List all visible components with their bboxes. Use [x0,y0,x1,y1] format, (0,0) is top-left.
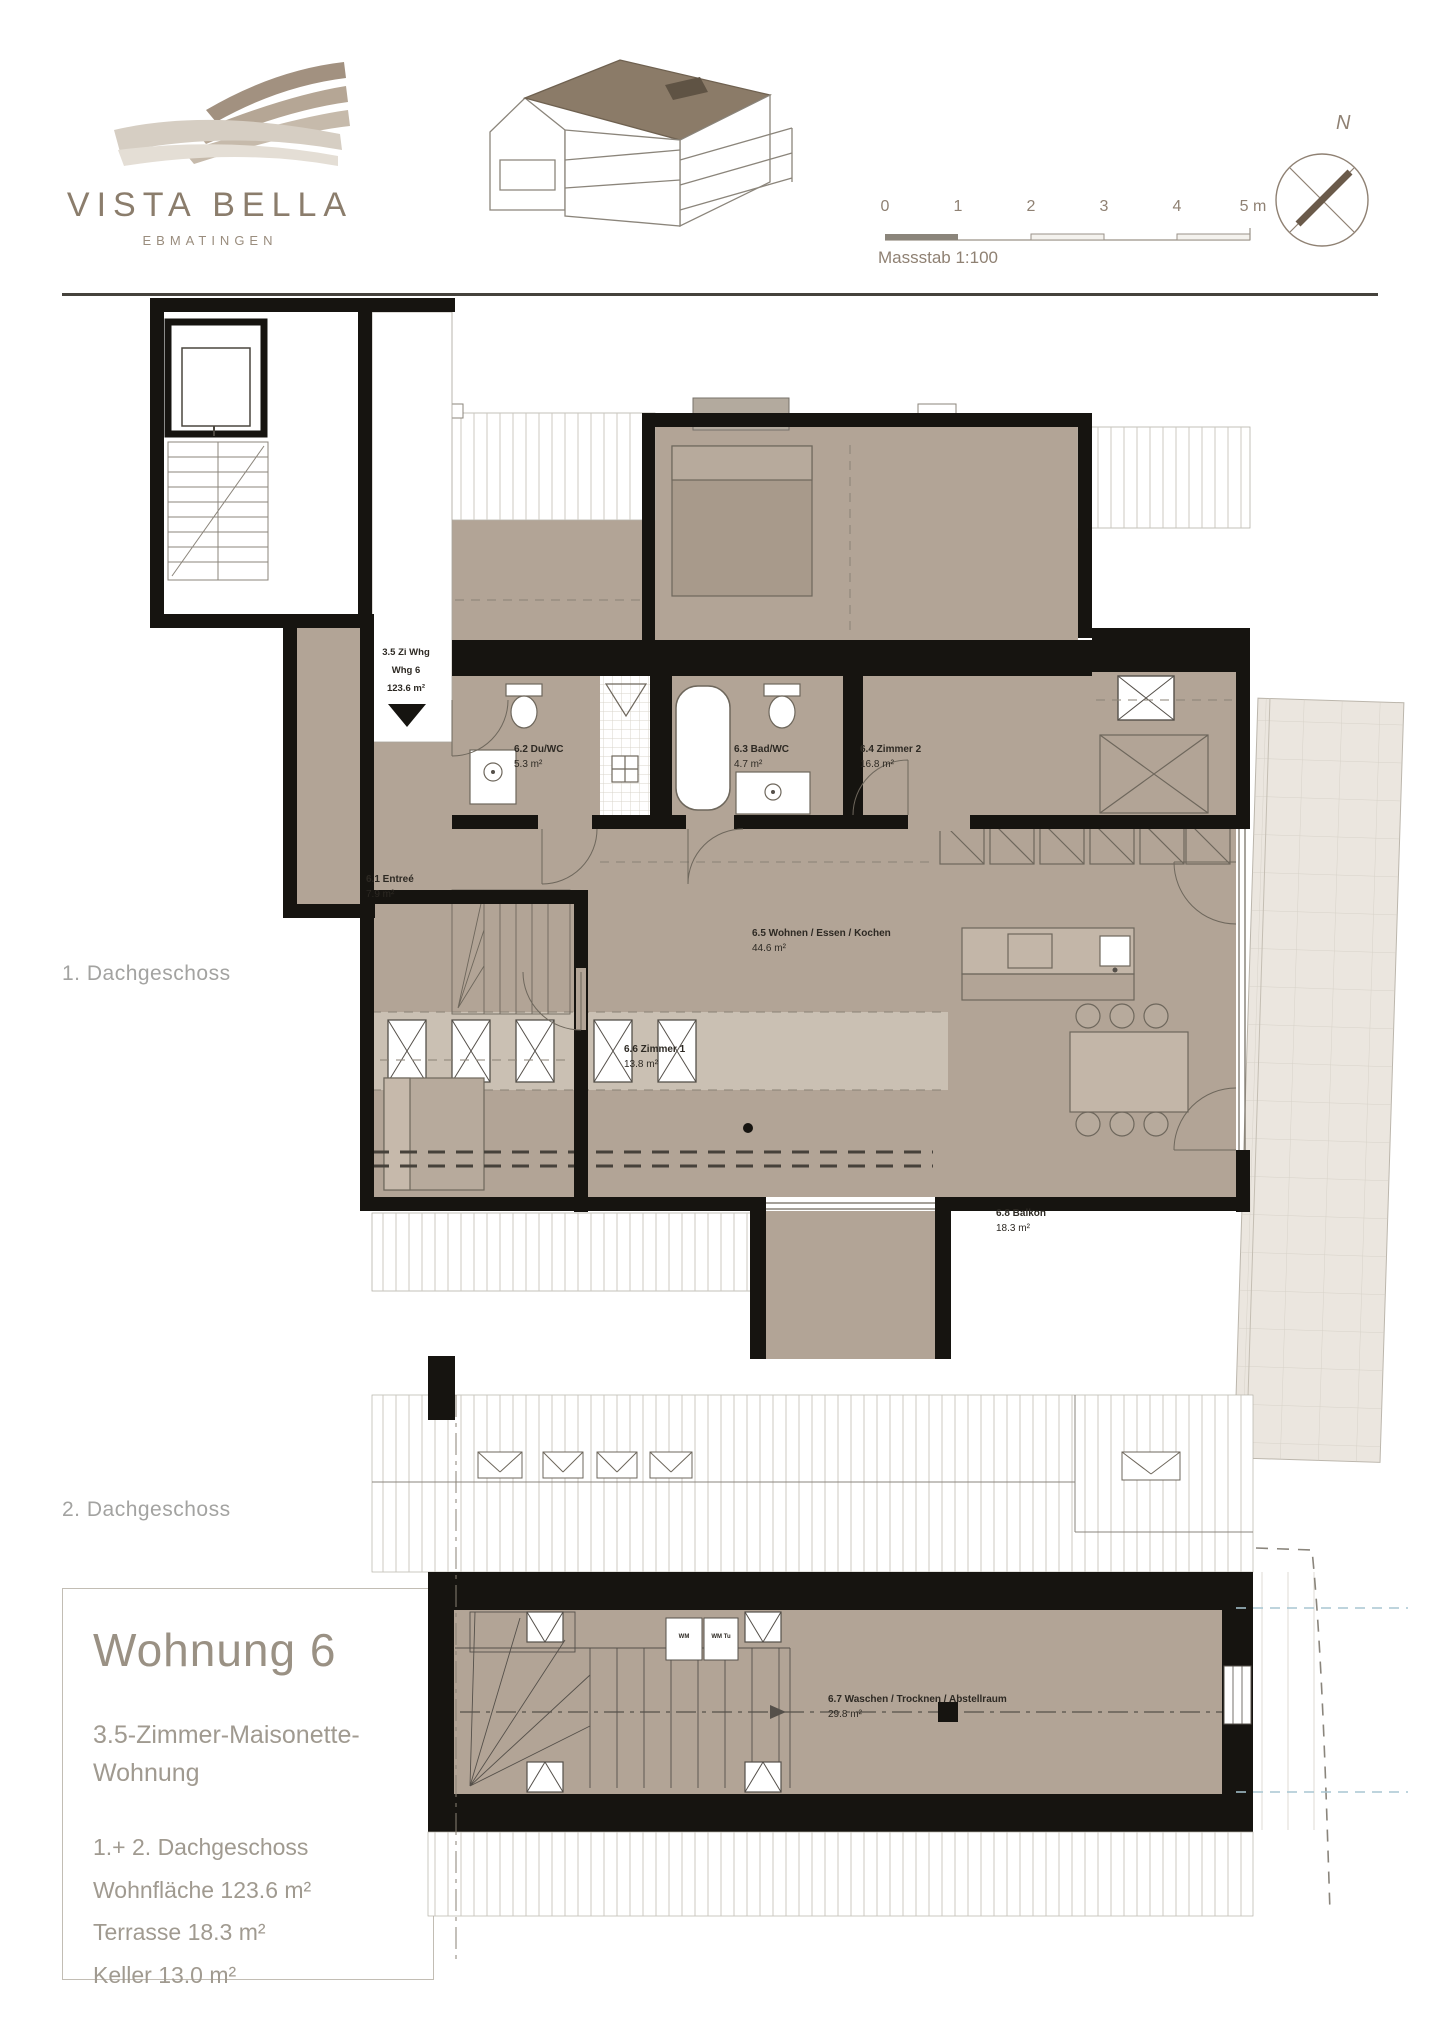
plan2-terrace-below-outline [1236,1548,1408,1912]
room-area: 16.8 m² [860,759,894,770]
common-stairwell [168,322,268,580]
detail-terrace-area: Terrasse 18.3 m² [93,1919,266,1946]
apartment-title: Wohnung 6 [93,1624,337,1676]
room-area: 7.9 m² [366,889,395,900]
room-name: 6.6 Zimmer 1 [624,1044,686,1055]
room-label-du-wc [514,744,563,770]
plan2-window [1224,1666,1251,1724]
scale-caption: Massstab 1:100 [878,248,999,267]
room-name: 6.8 Balkon [996,1208,1047,1219]
apartment-type-line2: Wohnung [93,1758,200,1787]
floor2-label: 2. Dachgeschoss [62,1498,231,1521]
unit-tag-line3: 123.6 m² [386,683,426,695]
room-name: 6.3 Bad/WC [734,744,790,755]
scale-tick-3: 3 [1099,198,1109,215]
apartment-type-line1: 3.5-Zimmer-Maisonette- [93,1721,360,1749]
floor1-label: 1. Dachgeschoss [62,962,231,985]
entrance-arrow-icon [388,704,426,727]
room-label-balkon [996,1208,1046,1234]
room-label-bad-wc [734,744,789,770]
compass-north-label: N [1336,112,1351,134]
scale-tick-5: 5 m [1239,198,1267,215]
room-label-waschen [828,1694,1007,1720]
detail-floors: 1.+ 2. Dachgeschoss [93,1834,309,1860]
plan2-bottom-hatch [428,1832,1253,1916]
unit-tag [366,644,446,698]
room-area: 4.7 m² [734,759,763,770]
room-area: 5.3 m² [514,759,543,770]
room-name: 6.4 Zimmer 2 [860,744,922,755]
stairs-icon [168,442,268,580]
washer-label: WM [678,1634,690,1640]
scale-tick-1: 1 [953,198,963,215]
dryer-label: WM Tu [711,1634,731,1640]
detail-cellar-area: Keller 13.0 m² [93,1961,237,1988]
plan1-terrace [1234,698,1404,1462]
scale-tick-2: 2 [1026,198,1036,215]
room-area: 44.6 m² [752,943,786,954]
room-label-entree [366,874,414,900]
scale-tick-4: 4 [1172,198,1182,215]
room-area: 13.8 m² [624,1059,658,1070]
brand-name: VISTA BELLA [66,186,354,224]
unit-tag-line1: 3.5 Zi Whg [382,647,430,658]
room-label-zimmer1 [624,1044,685,1070]
unit-tag-line2: Whg 6 [391,665,421,677]
scale-tick-0: 0 [880,198,890,215]
room-name: 6.5 Wohnen / Essen / Kochen [752,928,891,939]
room-area: 18.3 m² [996,1223,1030,1234]
plan2-wall-stub [428,1356,455,1420]
plan2-roof-hatch [372,1395,1253,1572]
brand-location: EBMATINGEN [142,233,278,248]
room-area: 29.8 m² [828,1709,862,1720]
detail-living-area: Wohnfläche 123.6 m² [93,1876,312,1903]
room-name: 6.7 Waschen / Trocknen / Abstellraum [828,1694,1007,1705]
room-label-wohnen [752,928,891,954]
room-label-zimmer2 [860,744,921,770]
room-name: 6.2 Du/WC [514,744,564,755]
room-name: 6.1 Entreé [366,874,414,885]
